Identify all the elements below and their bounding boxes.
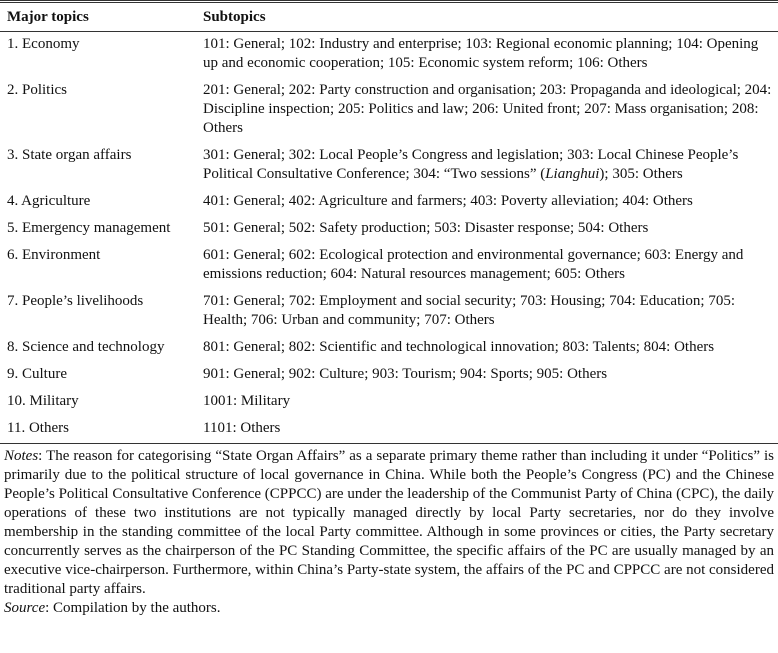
subtopics-cell: 601: General; 602: Ecological protection and environmental governance; 603: Energy and emissions reduction; 604: Natural resources management; 605: Others [203,247,744,282]
header-row [0,2,778,32]
major-topic-cell: 9. Culture [7,366,67,382]
major-topic-cell: 2. Politics [7,82,68,98]
table-source [0,599,778,618]
subtopics-cell: 901: General; 902: Culture; 903: Tourism; 904: Sports; 905: Others [203,366,608,382]
source-text: : Compilation by the authors. [45,600,221,616]
subtopics-cell: 201: General; 202: Party construction and organisation; 203: Propaganda and ideological; 204: Discipline inspection; 205: Politics and law; 206: United front; 207: Mass organisation; 208: Others [203,82,772,136]
subtopics-cell: 401: General; 402: Agriculture and farmers; 403: Poverty alleviation; 404: Others [203,193,693,209]
header-subtopics: Subtopics [203,9,266,25]
major-topic-cell: 8. Science and technology [7,339,165,355]
major-topic-cell: 1. Economy [7,36,80,52]
major-topic-cell: 6. Environment [7,247,101,263]
table-row [0,362,778,389]
table-row [0,335,778,362]
table-row [0,32,778,79]
subtopics-cell: 701: General; 702: Employment and social security; 703: Housing; 704: Education; 705: Health; 706: Urban and community; 707: Others [203,293,735,328]
table-row [0,389,778,416]
table-row [0,78,778,143]
subtopics-cell: 801: General; 802: Scientific and technological innovation; 803: Talents; 804: Others [203,339,715,355]
table-notes [0,444,778,599]
subtopics-cell: 1001: Military [203,393,291,409]
notes-text: : The reason for categorising “State Organ Affairs” as a separate primary theme rather than including it under “Politics” is primarily due to the political structure of local governance in China. While both the People’s Congress (PC) and the Chinese People’s Political Consultative Conference (CPPCC) are under the leadership of the Communist Party of China (CPC), the daily operations of these two institutions are not typically managed directly by local Party secretaries, nor do they involve membership in the standing committee of the local Party committee. Although in some provinces or cities, the Party secretary concurrently serves as the chairperson of the PC Standing Committee, the specific affairs of the PC are usually managed by an executive vice-chairperson. Furthermore, within China’s Party-state system, the affairs of the PC and CPPCC are not considered traditional party affairs. [4,448,774,597]
subtopics-cell: 501: General; 502: Safety production; 503: Disaster response; 504: Others [203,220,649,236]
major-topic-cell: 11. Others [7,420,69,436]
table-row [0,143,778,189]
source-label: Source [4,600,46,616]
table-row [0,416,778,444]
subtopics-cell: 1101: Others [203,420,281,436]
subtopics-cell: 101: General; 102: Industry and enterprise; 103: Regional economic planning; 104: Opening up and economic cooperation; 105: Economic system reform; 106: Others [203,36,759,71]
major-topic-cell: 7. People’s livelihoods [7,293,144,309]
major-topic-cell: 5. Emergency management [7,220,171,236]
table-row [0,216,778,243]
notes-label: Notes [4,448,39,464]
table-row [0,243,778,289]
subtopics-text: ); 305: Others [599,166,683,182]
subtopics-italic-term: Lianghui [545,166,600,182]
major-topic-cell: 10. Military [7,393,79,409]
table-row [0,189,778,216]
subtopics-cell [196,143,778,189]
subtopics-text: 301: General; 302: Local People’s Congress and legislation; 303: Local Chinese People’s Political Consultative Conference; 304: “Two sessions” ( [203,147,739,182]
major-topic-cell: 4. Agriculture [7,193,91,209]
major-topic-cell: 3. State organ affairs [7,147,132,163]
table-row [0,289,778,335]
header-major-topics: Major topics [7,9,89,25]
